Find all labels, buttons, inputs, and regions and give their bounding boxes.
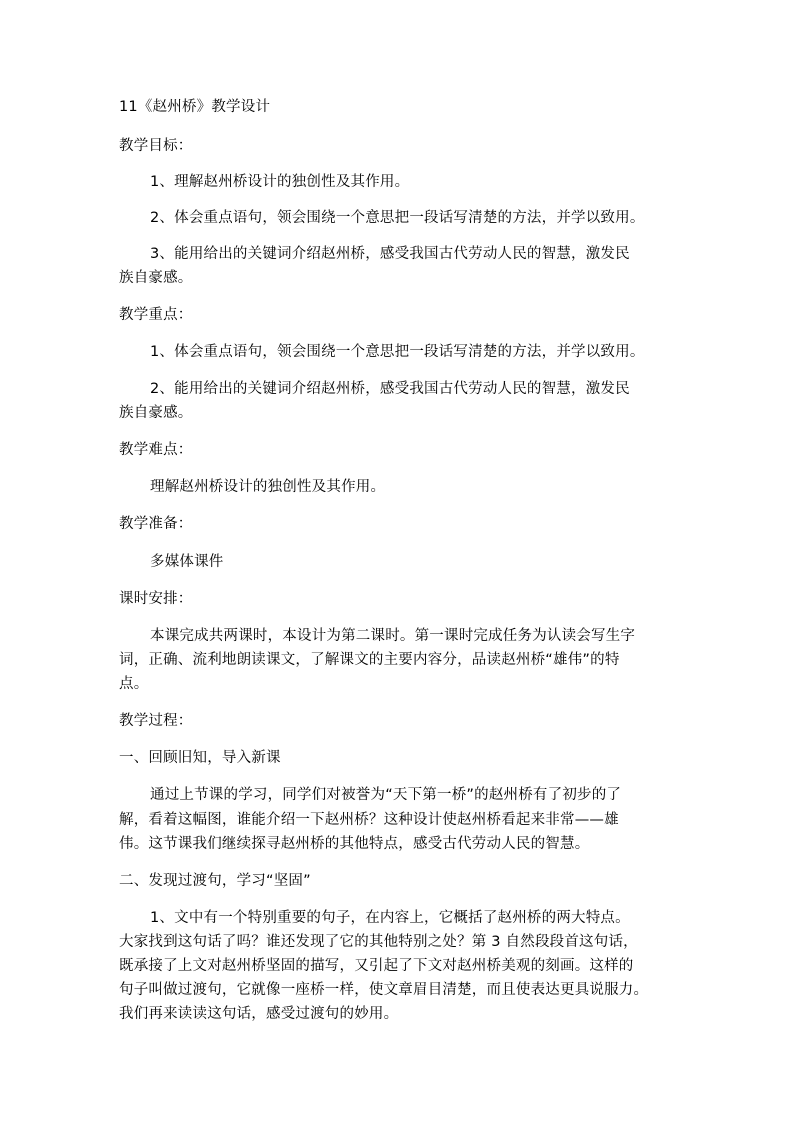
section-1-heading: 一、回顾旧知，导入新课 (119, 750, 281, 766)
schedule-line-3: 点。 (119, 676, 149, 692)
document-title: 11《赵州桥》教学设计 (119, 99, 271, 115)
section-2-line-2: 大家找到这句话了吗？谁还发现了它的其他特别之处？第 3 自然段段首这句话， (119, 934, 638, 950)
goal-item-3-line-1: 3、能用给出的关键词介绍赵州桥，感受我国古代劳动人民的智慧，激发民 (150, 246, 630, 262)
goal-item-3-line-2: 族自豪感。 (119, 270, 193, 286)
key-point-1: 1、体会重点语句，领会围绕一个意思把一段话写清楚的方法，并学以致用。 (150, 344, 645, 360)
schedule-line-2: 词，正确、流利地朗读课文，了解课文的主要内容分，品读赵州桥“雄伟”的特 (119, 652, 620, 668)
section-1-line-1: 通过上节课的学习，同学们对被誉为“天下第一桥”的赵州桥有了初步的了 (150, 787, 622, 803)
key-point-2-line-1: 2、能用给出的关键词介绍赵州桥，感受我国古代劳动人民的智慧，激发民 (150, 381, 630, 397)
section-2-line-4: 句子叫做过渡句，它就像一座桥一样，使文章眉目清楚，而且使表达更具说服力。 (119, 982, 649, 998)
difficulty-item: 理解赵州桥设计的独创性及其作用。 (150, 479, 386, 495)
key-point-2-line-2: 族自豪感。 (119, 405, 193, 421)
section-2-line-5: 我们再来读读这句话，感受过渡句的妙用。 (119, 1006, 399, 1022)
section-2-line-3: 既承接了上文对赵州桥坚固的描写，又引起了下文对赵州桥美观的刻画。这样的 (119, 958, 634, 974)
preparation-item: 多媒体课件 (150, 554, 224, 570)
schedule-line-1: 本课完成共两课时，本设计为第二课时。第一课时完成任务为认读会写生字 (150, 628, 636, 644)
process-heading: 教学过程： (119, 713, 193, 729)
goal-item-2: 2、体会重点语句，领会围绕一个意思把一段话写清楚的方法，并学以致用。 (150, 210, 645, 226)
key-points-heading: 教学重点： (119, 307, 193, 323)
schedule-heading: 课时安排： (119, 591, 193, 607)
section-1-line-2: 解，看着这幅图，谁能介绍一下赵州桥？这种设计使赵州桥看起来非常——雄 (119, 812, 619, 828)
difficulty-heading: 教学难点： (119, 442, 193, 458)
section-1-line-3: 伟。这节课我们继续探寻赵州桥的其他特点，感受古代劳动人民的智慧。 (119, 836, 590, 852)
goals-heading: 教学目标： (119, 138, 193, 154)
section-2-line-1: 1、文中有一个特别重要的句子，在内容上，它概括了赵州桥的两大特点。 (150, 910, 630, 926)
preparation-heading: 教学准备： (119, 516, 193, 532)
goal-item-1: 1、理解赵州桥设计的独创性及其作用。 (150, 174, 410, 190)
section-2-heading: 二、发现过渡句，学习“坚固” (119, 873, 311, 889)
